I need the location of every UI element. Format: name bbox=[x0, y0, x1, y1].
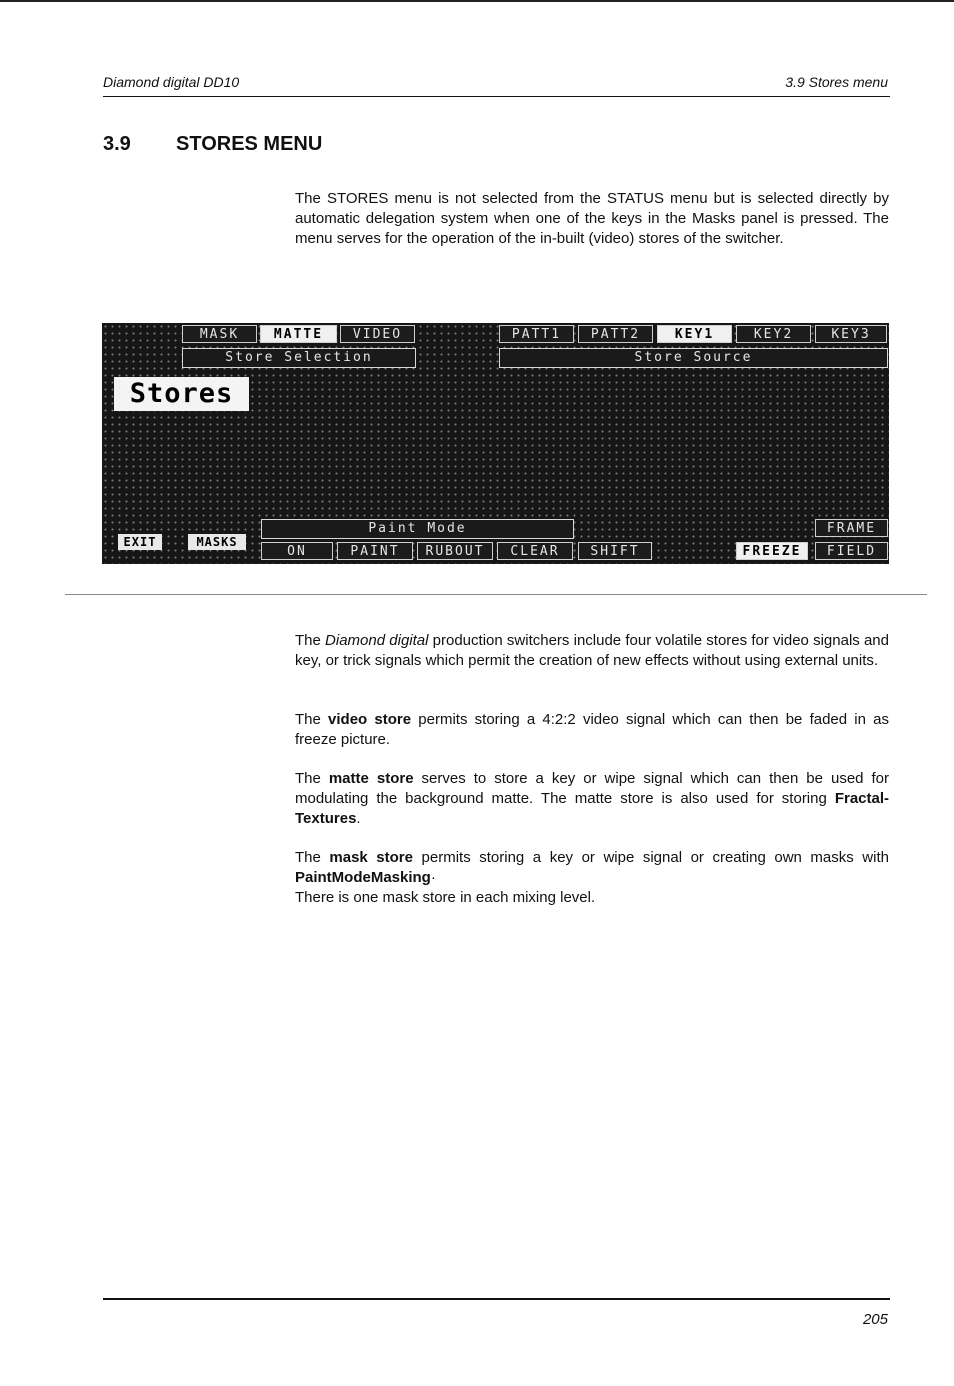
tab-patt2[interactable]: PATT2 bbox=[578, 325, 653, 343]
paint-rubout-button[interactable]: RUBOUT bbox=[417, 542, 493, 560]
stores-menu-screenshot bbox=[102, 323, 889, 564]
tab-key2[interactable]: KEY2 bbox=[736, 325, 811, 343]
body-paragraph-mask-store: The mask store permits storing a key or wipe signal or creating own masks with PaintModeMasking· There is one mask store in each mixing level. bbox=[295, 849, 889, 906]
term-mask-store: mask store bbox=[329, 849, 413, 866]
footer-rule bbox=[103, 1298, 890, 1300]
freeze-button[interactable]: FREEZE bbox=[736, 542, 808, 560]
intro-paragraph: The STORES menu is not selected from the STATUS menu but is selected directly by automatic delegation system when one of the keys in the Masks panel is pressed. The menu serves for the operation of the in-built (video) stores of the switcher. bbox=[295, 190, 889, 247]
term-paint-mode-masking: PaintModeMasking bbox=[295, 869, 431, 886]
masks-button[interactable]: MASKS bbox=[188, 534, 246, 550]
term-matte-store: matte store bbox=[328, 770, 414, 787]
page-number: 205 bbox=[862, 1311, 888, 1328]
frame-button[interactable]: FRAME bbox=[815, 519, 888, 537]
section-number: 3.9 bbox=[103, 133, 131, 155]
tab-key3[interactable]: KEY3 bbox=[815, 325, 887, 343]
exit-button[interactable]: EXIT bbox=[118, 534, 162, 550]
paint-paint-button[interactable]: PAINT bbox=[337, 542, 413, 560]
tab-key1[interactable]: KEY1 bbox=[657, 325, 732, 343]
paint-on-button[interactable]: ON bbox=[261, 542, 333, 560]
term-video-store: video store bbox=[328, 711, 412, 728]
product-name: Diamond digital bbox=[325, 632, 429, 649]
menu-title: Stores bbox=[114, 377, 249, 411]
tab-matte[interactable]: MATTE bbox=[260, 325, 337, 343]
term-fractal-textures: Fractal-Textures bbox=[295, 790, 889, 827]
mask-store-note: There is one mask store in each mixing level. bbox=[295, 889, 596, 906]
field-button[interactable]: FIELD bbox=[815, 542, 888, 560]
tab-patt1[interactable]: PATT1 bbox=[499, 325, 574, 343]
top-edge-line bbox=[0, 0, 954, 2]
store-selection-bar: Store Selection bbox=[182, 348, 416, 368]
paint-mode-bar: Paint Mode bbox=[261, 519, 574, 539]
store-source-bar: Store Source bbox=[499, 348, 888, 368]
body-paragraph-stores-intro: The Diamond digital production switchers include four volatile stores for video signals and key, or trick signals which permit the creation of new effects without using external units. bbox=[295, 632, 889, 669]
running-header-right: 3.9 Stores menu bbox=[785, 74, 888, 90]
separator-rule bbox=[65, 594, 927, 595]
body-paragraph-video-store: The video store permits storing a 4:2:2 video signal which can then be faded in as freeze picture. bbox=[295, 711, 890, 748]
paint-shift-button[interactable]: SHIFT bbox=[578, 542, 652, 560]
tab-mask[interactable]: MASK bbox=[182, 325, 257, 343]
running-header-left: Diamond digital DD10 bbox=[103, 74, 240, 90]
tab-video[interactable]: VIDEO bbox=[340, 325, 415, 343]
paint-clear-button[interactable]: CLEAR bbox=[497, 542, 573, 560]
body-paragraph-matte-store: The matte store serves to store a key or wipe signal which can then be used for modulating the background matte. The matte store is also used for storing Fractal-Textures. bbox=[295, 770, 890, 827]
section-title: STORES MENU bbox=[176, 133, 323, 155]
header-rule bbox=[103, 96, 890, 97]
